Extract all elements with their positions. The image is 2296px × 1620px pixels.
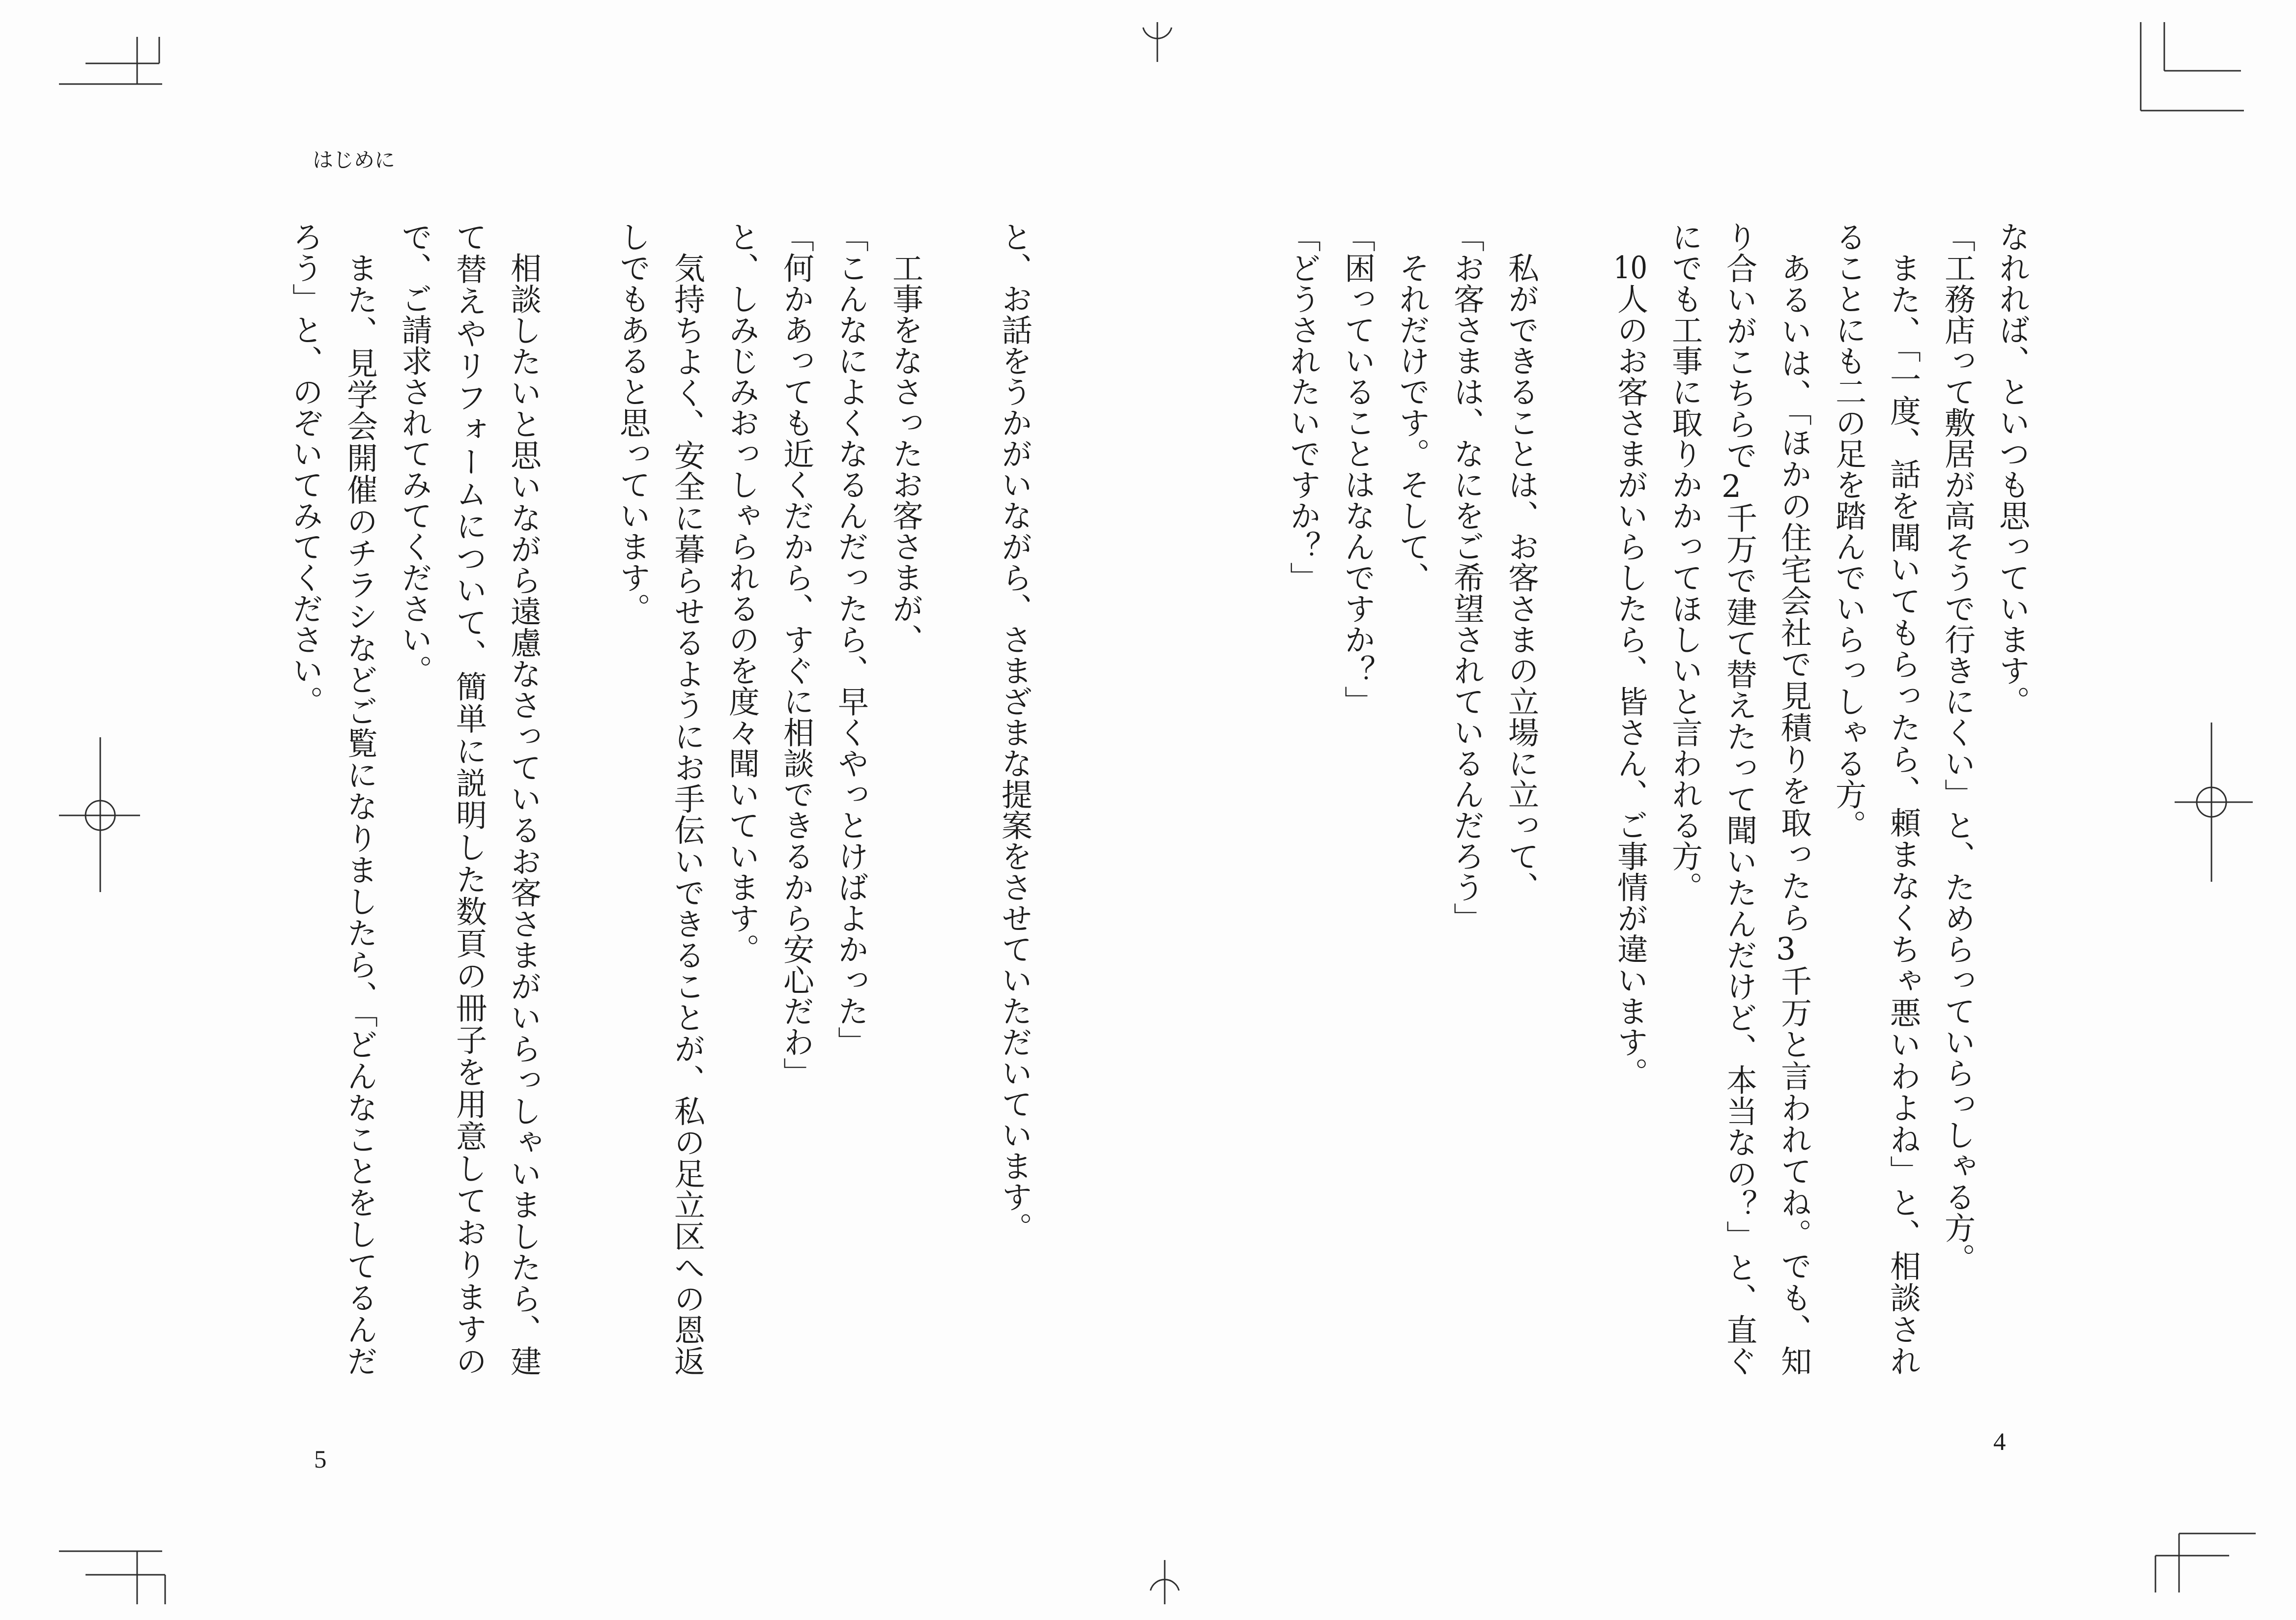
text-line: また、見学会開催のチラシなどご覧になりましたら、「どんなことをしてるんだ <box>342 252 378 1376</box>
text-line: にでも工事に取りかかってほしいと言われる方。 <box>1667 221 1703 902</box>
left-page-text <box>278 221 1042 1376</box>
crop-mark-bottom-right <box>2155 1533 2256 1592</box>
text-line: ることにも二の足を踏んでいらっしゃる方。 <box>1831 221 1866 840</box>
text-line: り合いがこちらで2千万で建て替えたって聞いたんだけど、本当なの？」と、直ぐ <box>1722 221 1757 1376</box>
text-line: と、お話をうかがいながら、さまざまな提案をさせていただいています。 <box>997 221 1033 1243</box>
center-mark-bottom <box>1150 1560 1179 1604</box>
text-line: 私ができることは、お客さまの立場に立って、 <box>1503 252 1539 902</box>
text-line: 「工務店って敷居が高そうで行きにくい」と、ためらっていらっしゃる方。 <box>1940 221 1976 1274</box>
text-line: 「どうされたいですか？」 <box>1285 221 1321 593</box>
page-number-left: 5 <box>314 1446 327 1474</box>
text-line: なれれば、といつも思っています。 <box>1994 221 2030 717</box>
register-mark-right <box>2175 723 2253 882</box>
text-line: 工事をなさったお客さまが、 <box>888 252 923 655</box>
text-line: 「困っていることはなんですか？」 <box>1340 221 1376 717</box>
numeral: 3 <box>1776 933 1796 965</box>
text-line: 「何かあっても近くだから、すぐに相談できるから安心だわ」 <box>778 221 814 1088</box>
text-line: しでもあると思っています。 <box>615 221 651 624</box>
blank-line <box>551 221 605 1376</box>
blank-line <box>1549 221 1603 1376</box>
register-mark-left <box>59 737 140 892</box>
text-line: 気持ちよく、安全に暮らせるようにお手伝いできることが、私の足立区への恩返 <box>669 252 705 1376</box>
right-page-text <box>1276 221 2039 1376</box>
text-line: と、しみじみおっしゃられるのを度々聞いています。 <box>724 221 760 964</box>
text-line: で、ご請求されてみてください。 <box>397 221 432 686</box>
running-head: はじめに <box>313 148 396 172</box>
text-line: 10人のお客さまがいらしたら、皆さん、ご事情が違います。 <box>1612 252 1648 1088</box>
page-number-right: 4 <box>1993 1428 2006 1456</box>
center-mark-top <box>1143 22 1172 62</box>
crop-mark-bottom-left <box>59 1551 165 1604</box>
text-line: 「お客さまは、なにをご希望されているんだろう」 <box>1449 221 1485 933</box>
text-line: 相談したいと思いながら遠慮なさっているお客さまがいらっしゃいましたら、建 <box>506 252 542 1376</box>
text-line: て替えやリフォームについて、簡単に説明した数頁の冊子を用意しておりますの <box>451 221 487 1376</box>
text-line: また、「一度、話を聞いてもらったら、頼まなくちゃ悪いわよね」と、相談され <box>1885 252 1921 1376</box>
numeral: 10 <box>1613 252 1648 283</box>
numeral: 2 <box>1722 471 1742 502</box>
blank-line <box>933 221 987 1376</box>
crop-mark-top-left <box>59 37 162 84</box>
crop-mark-top-right <box>2141 22 2244 111</box>
text-line: それだけです。そして、 <box>1394 252 1430 593</box>
text-line: ろう」と、のぞいてみてください。 <box>287 221 323 717</box>
text-line: あるいは、「ほかの住宅会社で見積りを取ったら3千万と言われてね。でも、知 <box>1776 252 1812 1377</box>
text-line: 「こんなによくなるんだったら、早くやっとけばよかった」 <box>833 221 869 1057</box>
